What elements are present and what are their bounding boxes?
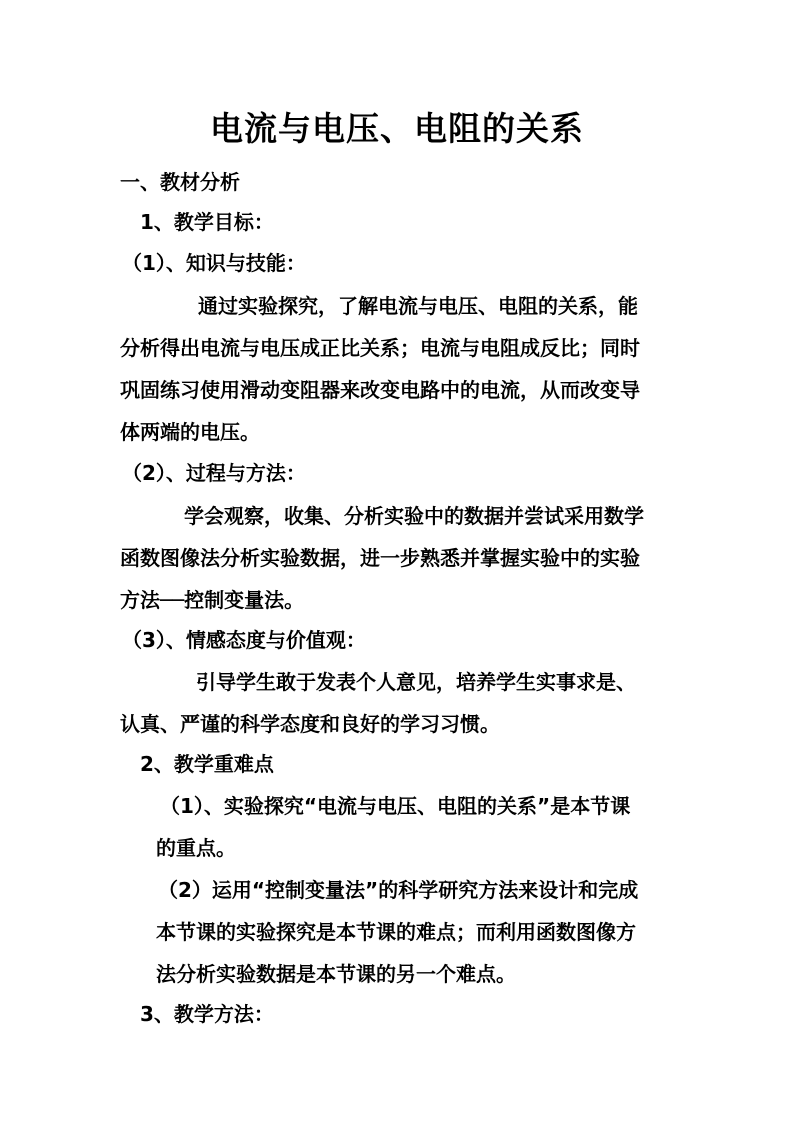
paragraph-line: 通过实验探究，了解电流与电压、电阻的关系，能 bbox=[198, 294, 638, 318]
paragraph-line: 分析得出电流与电压成正比关系；电流与电阻成反比；同时 bbox=[120, 336, 640, 360]
paragraph-line: 引导学生敢于发表个人意见，培养学生实事求是、 bbox=[196, 670, 636, 694]
paragraph-line: 函数图像法分析实验数据，进一步熟悉并掌握实验中的实验 bbox=[120, 546, 640, 570]
paragraph-line: 法分析实验数据是本节课的另一个难点。 bbox=[156, 962, 516, 986]
paragraph-line: 巩固练习使用滑动变阻器来改变电路中的电流，从而改变导 bbox=[120, 378, 640, 402]
paragraph-line: 学会观察，收集、分析实验中的数据并尝试采用数学 bbox=[184, 504, 644, 528]
paragraph-line: 本节课的实验探究是本节课的难点；而利用函数图像方 bbox=[156, 920, 636, 944]
paragraph-line: 认真、严谨的科学态度和良好的学习习惯。 bbox=[120, 712, 500, 736]
sub-heading-process-methods: （2）、过程与方法： bbox=[122, 461, 306, 485]
paragraph-line: （1）、实验探究“电流与电压、电阻的关系”是本节课 bbox=[160, 794, 631, 818]
page-title: 电流与电压、电阻的关系 bbox=[210, 109, 584, 148]
paragraph-line: 方法──控制变量法。 bbox=[120, 588, 305, 612]
sub-heading-attitudes-values: （3）、情感态度与价值观： bbox=[122, 628, 366, 652]
item-heading-key-difficult-points: 2、教学重难点 bbox=[140, 752, 274, 776]
paragraph-line: （2）运用“控制变量法”的科学研究方法来设计和完成 bbox=[158, 878, 639, 902]
sub-heading-knowledge-skills: （1）、知识与技能： bbox=[122, 251, 306, 275]
paragraph-line: 体两端的电压。 bbox=[120, 420, 260, 444]
paragraph-line: 的重点。 bbox=[156, 836, 236, 860]
section-heading-textbook-analysis: 一、教材分析 bbox=[120, 170, 240, 194]
item-heading-teaching-methods: 3、教学方法： bbox=[140, 1002, 274, 1026]
item-heading-teaching-objectives: 1、教学目标： bbox=[140, 210, 274, 234]
